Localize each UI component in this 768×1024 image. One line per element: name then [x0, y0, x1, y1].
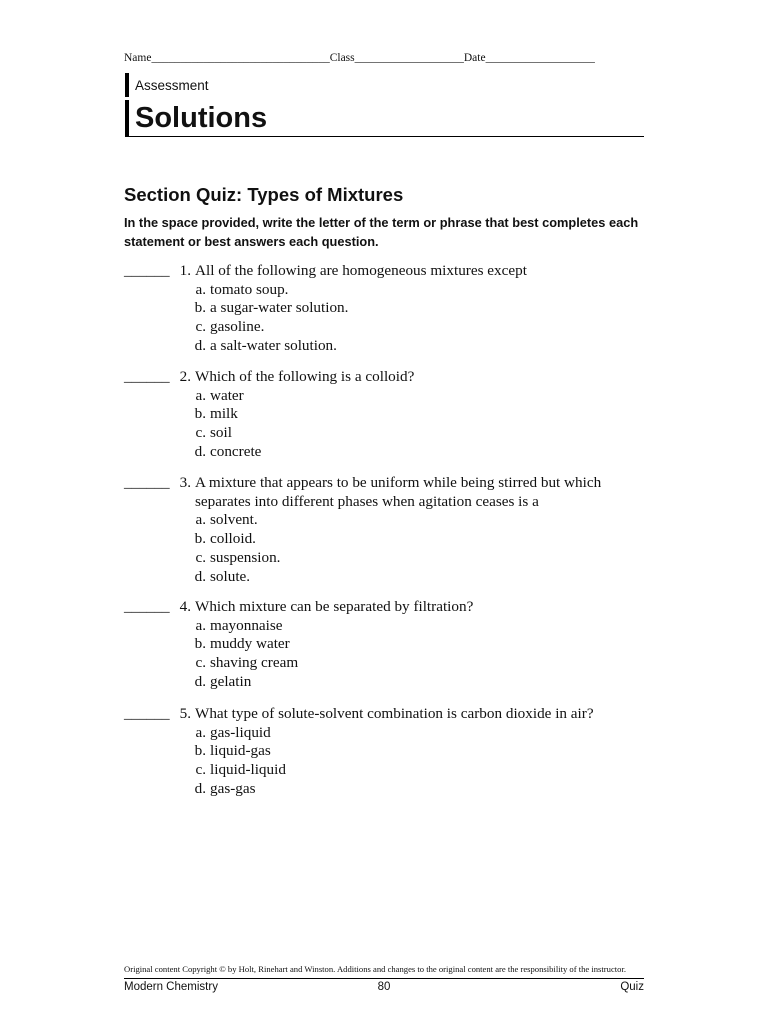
question-number: 5.	[179, 705, 191, 722]
answer-blank: ______	[124, 474, 170, 491]
choice-text: liquid-liquid	[210, 761, 286, 779]
choice-letter: c.	[195, 654, 206, 672]
choice-letter: b.	[194, 530, 206, 548]
choice-text: gelatin	[210, 672, 252, 690]
choice-letter: a.	[195, 280, 206, 298]
choice-b	[124, 405, 644, 424]
choice-a	[124, 387, 644, 406]
question-4	[124, 598, 644, 692]
choice-text: water	[210, 386, 244, 404]
choice-b	[124, 635, 644, 654]
choice-text: suspension.	[210, 548, 281, 566]
choice-letter: a.	[195, 616, 206, 634]
choice-a	[124, 617, 644, 636]
question-text: All of the following are homogeneous mixtures except	[195, 262, 527, 279]
answer-blank: ______	[124, 598, 170, 615]
choice-text: concrete	[210, 442, 262, 460]
choice-a	[124, 511, 644, 530]
choice-c	[124, 654, 644, 673]
choice-letter: b.	[194, 405, 206, 423]
question-number: 3.	[179, 474, 191, 491]
choice-text: tomato soup.	[210, 280, 289, 298]
question-text: Which of the following is a colloid?	[195, 368, 415, 385]
choice-text: milk	[210, 405, 238, 423]
choice-d	[124, 337, 644, 356]
choice-letter: a.	[195, 511, 206, 529]
choice-letter: d.	[194, 336, 206, 354]
question-2	[124, 368, 644, 462]
question-number: 1.	[179, 262, 191, 279]
choice-c	[124, 318, 644, 337]
question-1	[124, 262, 644, 356]
section-title: Section Quiz: Types of Mixtures	[124, 184, 404, 205]
choice-letter: d.	[194, 567, 206, 585]
choice-letter: d.	[194, 442, 206, 460]
choice-b	[124, 742, 644, 761]
question-number: 4.	[179, 598, 191, 615]
choice-letter: d.	[194, 672, 206, 690]
choice-c	[124, 549, 644, 568]
choice-b	[124, 530, 644, 549]
choice-text: colloid.	[210, 530, 256, 548]
choice-letter: b.	[194, 299, 206, 317]
name-class-date-line: Name_______________________________Class___________________Date___________________	[124, 52, 595, 64]
footer-section-type: Quiz	[620, 981, 644, 993]
choice-letter: c.	[195, 424, 206, 442]
page-title: Solutions	[125, 100, 644, 137]
choice-c	[124, 424, 644, 443]
choice-a	[124, 281, 644, 300]
question-text: A mixture that appears to be uniform while being stirred but which separates into different phases when agitation ceases is a	[195, 474, 602, 510]
choice-letter: a.	[195, 386, 206, 404]
page-number: 80	[377, 981, 391, 993]
choice-letter: b.	[194, 742, 206, 760]
assessment-label: Assessment	[125, 73, 209, 97]
choice-letter: b.	[194, 635, 206, 653]
choice-d	[124, 780, 644, 799]
choice-text: muddy water	[210, 635, 290, 653]
choice-letter: c.	[195, 318, 206, 336]
footer-book-title: Modern Chemistry	[124, 981, 218, 993]
choice-text: shaving cream	[210, 654, 299, 672]
question-5	[124, 705, 644, 799]
choice-text: a sugar-water solution.	[210, 299, 349, 317]
choice-text: a salt-water solution.	[210, 336, 337, 354]
choice-text: mayonnaise	[210, 616, 283, 634]
instructions: In the space provided, write the letter of the term or phrase that best completes each statement or best answers each question.	[124, 215, 639, 249]
choice-letter: c.	[195, 548, 206, 566]
choice-a	[124, 724, 644, 743]
choice-text: gas-gas	[210, 779, 256, 797]
answer-blank: ______	[124, 262, 170, 279]
choice-text: solvent.	[210, 511, 258, 529]
choice-text: soil	[210, 424, 232, 442]
question-3	[124, 474, 644, 586]
choice-text: gasoline.	[210, 318, 265, 336]
choice-d	[124, 673, 644, 692]
copyright-notice: Original content Copyright © by Holt, Rinehart and Winston. Additions and changes to the original content are the responsibility of the instructor.	[124, 964, 626, 974]
answer-blank: ______	[124, 368, 170, 385]
answer-blank: ______	[124, 705, 170, 722]
choice-d	[124, 443, 644, 462]
choice-c	[124, 761, 644, 780]
choice-text: solute.	[210, 567, 251, 585]
choice-text: gas-liquid	[210, 723, 271, 741]
choice-d	[124, 568, 644, 587]
question-text: Which mixture can be separated by filtration?	[195, 598, 474, 615]
question-number: 2.	[179, 368, 191, 385]
choice-letter: a.	[195, 723, 206, 741]
choice-letter: d.	[194, 779, 206, 797]
question-text: What type of solute-solvent combination is carbon dioxide in air?	[195, 705, 594, 722]
choice-b	[124, 299, 644, 318]
choice-text: liquid-gas	[210, 742, 271, 760]
choice-letter: c.	[195, 761, 206, 779]
page-footer	[124, 978, 644, 993]
